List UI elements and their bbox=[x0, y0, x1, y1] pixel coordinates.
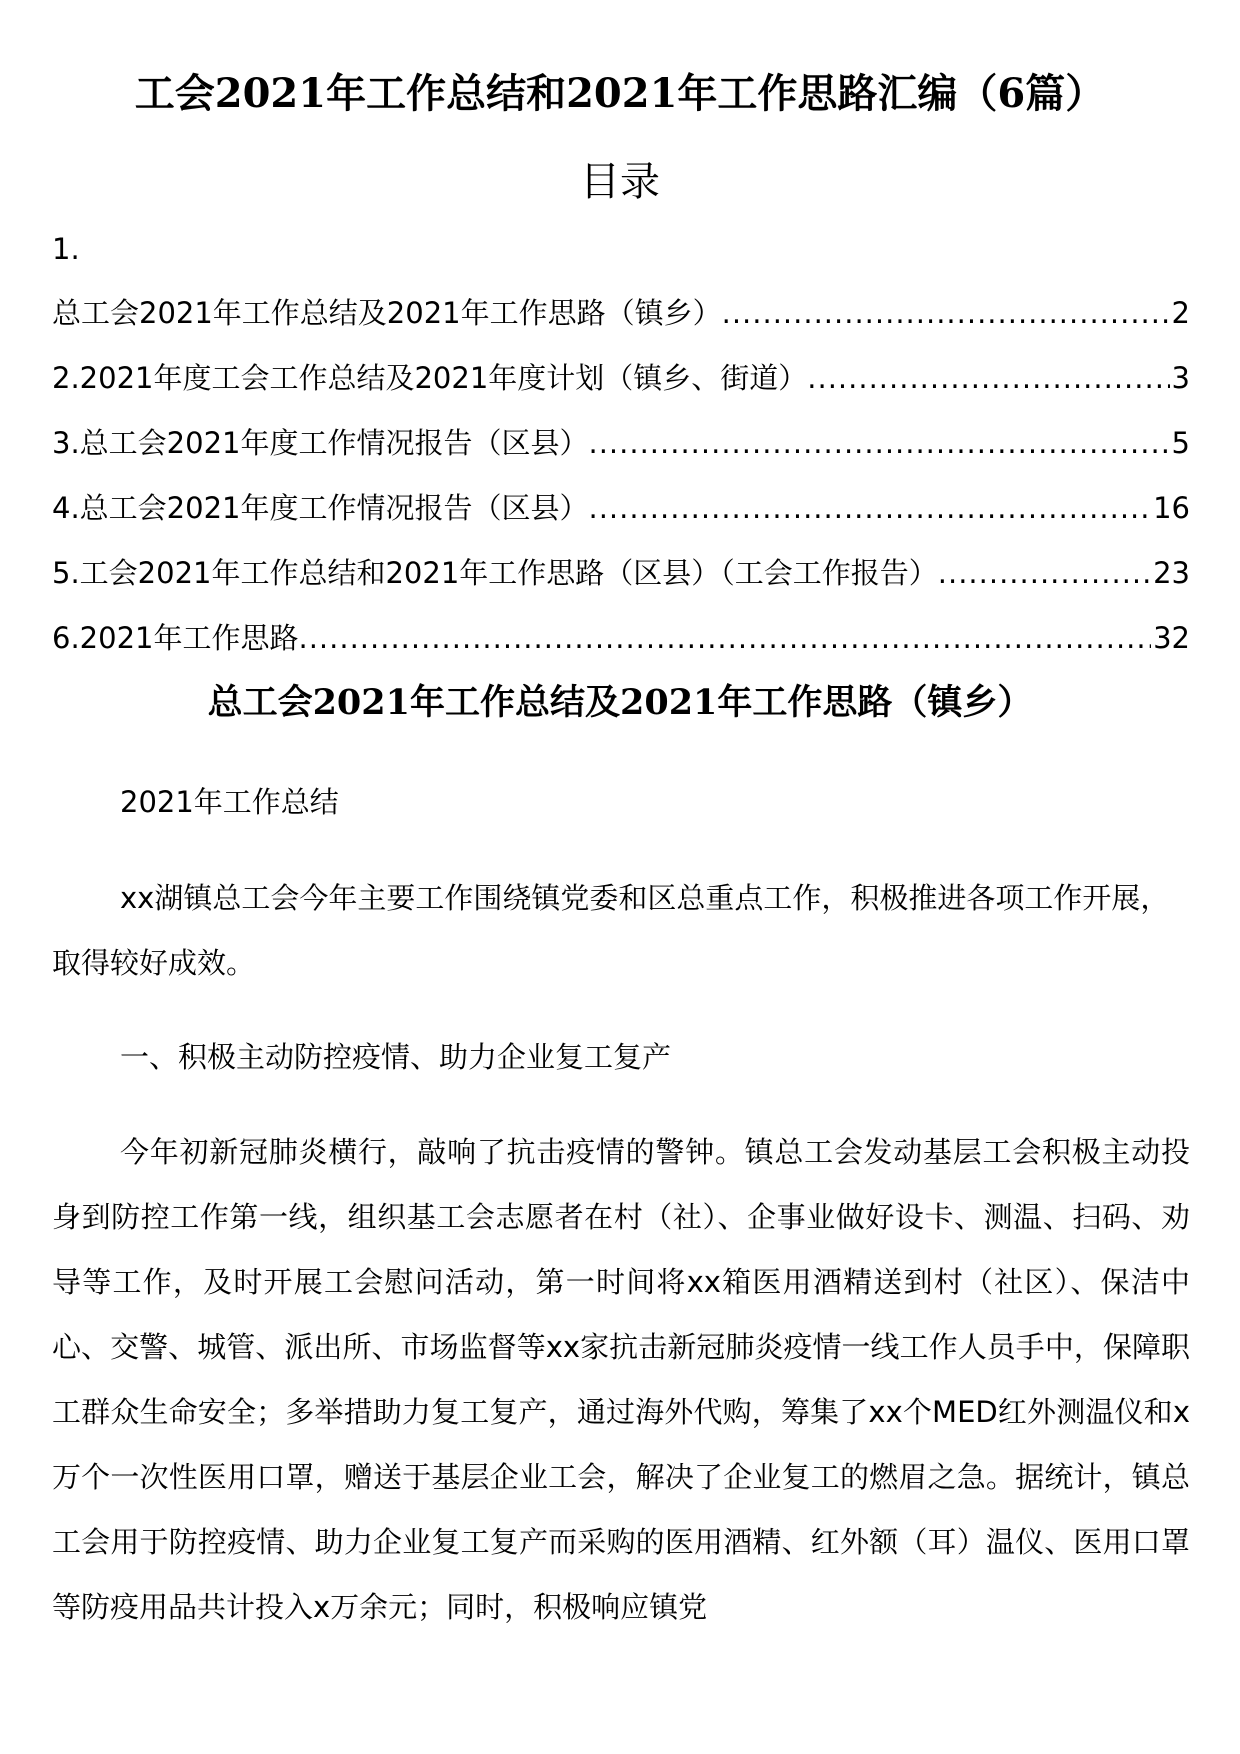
toc-heading: 目录 bbox=[580, 159, 660, 205]
toc-entry-page: 2 bbox=[1171, 296, 1190, 330]
toc-entry[interactable] bbox=[52, 353, 1190, 418]
toc-entry-title: 5.工会2021年工作总结和2021年工作思路（区县）（工会工作报告） bbox=[52, 556, 938, 590]
toc-entry[interactable] bbox=[52, 483, 1190, 548]
toc-leader-dots bbox=[938, 548, 1151, 598]
toc-first-number: 1. bbox=[52, 232, 80, 266]
toc-leader-dots bbox=[807, 353, 1169, 403]
toc-entry[interactable] bbox=[52, 613, 1190, 678]
toc-entry-page: 32 bbox=[1153, 621, 1190, 655]
paragraph-subheading: 2021年工作总结 bbox=[120, 785, 339, 819]
toc-entry-page: 23 bbox=[1153, 556, 1190, 590]
table-of-contents bbox=[52, 288, 1190, 678]
document-title: 工会2021年工作总结和2021年工作思路汇编（6篇） bbox=[134, 70, 1106, 117]
paragraph-heading-1: 一、积极主动防控疫情、助力企业复工复产 bbox=[120, 1040, 672, 1074]
toc-entry-page: 16 bbox=[1153, 491, 1190, 525]
toc-entry-title: 2.2021年度工会工作总结及2021年度计划（镇乡、街道） bbox=[52, 361, 808, 395]
toc-leader-dots bbox=[722, 288, 1170, 338]
toc-entry-title: 6.2021年工作思路 bbox=[52, 621, 299, 655]
toc-entry-page: 3 bbox=[1171, 361, 1190, 395]
toc-entry[interactable] bbox=[52, 288, 1190, 353]
toc-leader-dots bbox=[588, 418, 1169, 468]
toc-entry-title: 总工会2021年工作总结及2021年工作思路（镇乡） bbox=[52, 296, 722, 330]
section-title: 总工会2021年工作总结及2021年工作思路（镇乡） bbox=[207, 682, 1033, 723]
toc-entry-page: 5 bbox=[1171, 426, 1190, 460]
toc-entry[interactable] bbox=[52, 548, 1190, 613]
paragraph-intro: xx湖镇总工会今年主要工作围绕镇党委和区总重点工作，积极推进各项工作开展，取得较好成效。 bbox=[52, 881, 1170, 980]
toc-leader-dots bbox=[298, 613, 1151, 663]
toc-entry-title: 4.总工会2021年度工作情况报告（区县） bbox=[52, 491, 589, 525]
toc-entry[interactable] bbox=[52, 418, 1190, 483]
paragraph-body: 今年初新冠肺炎横行，敲响了抗击疫情的警钟。镇总工会发动基层工会积极主动投身到防控工作第一线，组织基工会志愿者在村（社）、企事业做好设卡、测温、扫码、劝导等工作，及时开展工会慰问活动，第一时间将xx箱医用酒精送到村（社区）、保洁中心、交警、城管、派出所、市场监督等xx家抗击新冠肺炎疫情一线工作人员手中，保障职工群众生命安全；多举措助力复工复产，通过海外代购，筹集了xx个MED红外测温仪和x万个一次性医用口罩，赠送于基层企业工会，解决了企业复工的燃眉之急。据统计，镇总工会用于防控疫情、助力企业复工复产而采购的医用酒精、红外额（耳）温仪、医用口罩等防疫用品共计投入x万余元；同时，积极响应镇党 bbox=[52, 1135, 1190, 1624]
toc-entry-title: 3.总工会2021年度工作情况报告（区县） bbox=[52, 426, 589, 460]
toc-leader-dots bbox=[588, 483, 1151, 533]
